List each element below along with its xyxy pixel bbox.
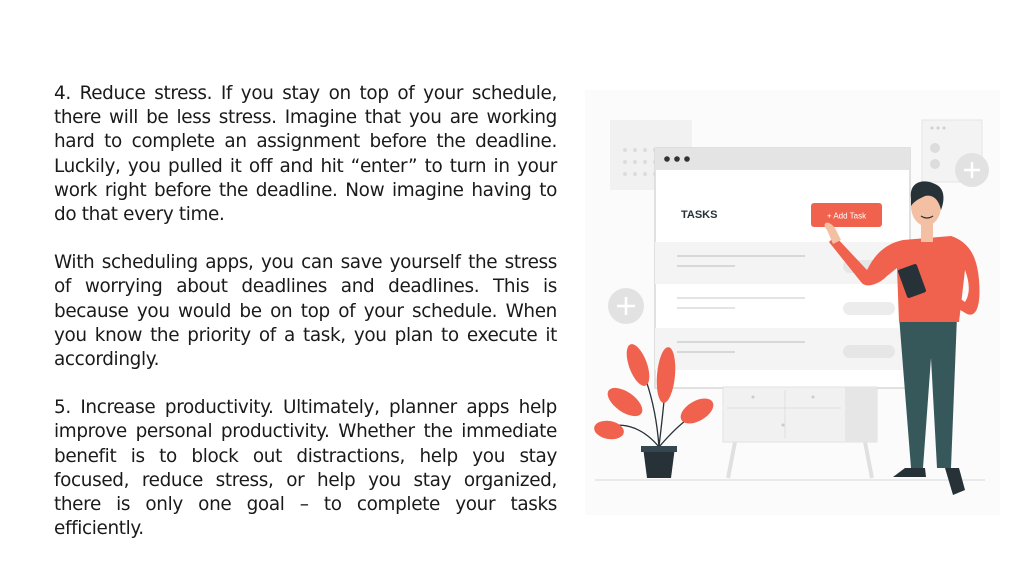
add-task-label: + Add Task <box>826 211 867 221</box>
plus-icon <box>955 153 989 187</box>
tasks-title: TASKS <box>681 209 718 221</box>
paragraph-increase-productivity: 5. Increase productivity. Ultimately, planner apps help improve personal productivity. Whether the immediate benefit is to block out distractions, help you stay focused, reduce stress, or help you stay organized, there is only one goal – to complete your tasks efficiently. <box>54 397 557 540</box>
paragraph-scheduling-apps: With scheduling apps, you can save yourself the stress of worrying about deadlines and deadlines. This is because you would be on top of your schedule. When you know the priority of a task, you plan to execute it accordingly. <box>54 252 557 371</box>
paragraph-reduce-stress: 4. Reduce stress. If you stay on top of your schedule, there will be less stress. Imagine that you are working hard to complete an assignment before the deadline. Luckily, you pulled it off and hit “enter” to turn in your work right before the deadline. Now imagine having to do that every time. <box>54 83 557 226</box>
plus-icon-left <box>608 288 644 324</box>
article-text <box>54 82 557 565</box>
task-planner-illustration <box>585 90 1000 515</box>
